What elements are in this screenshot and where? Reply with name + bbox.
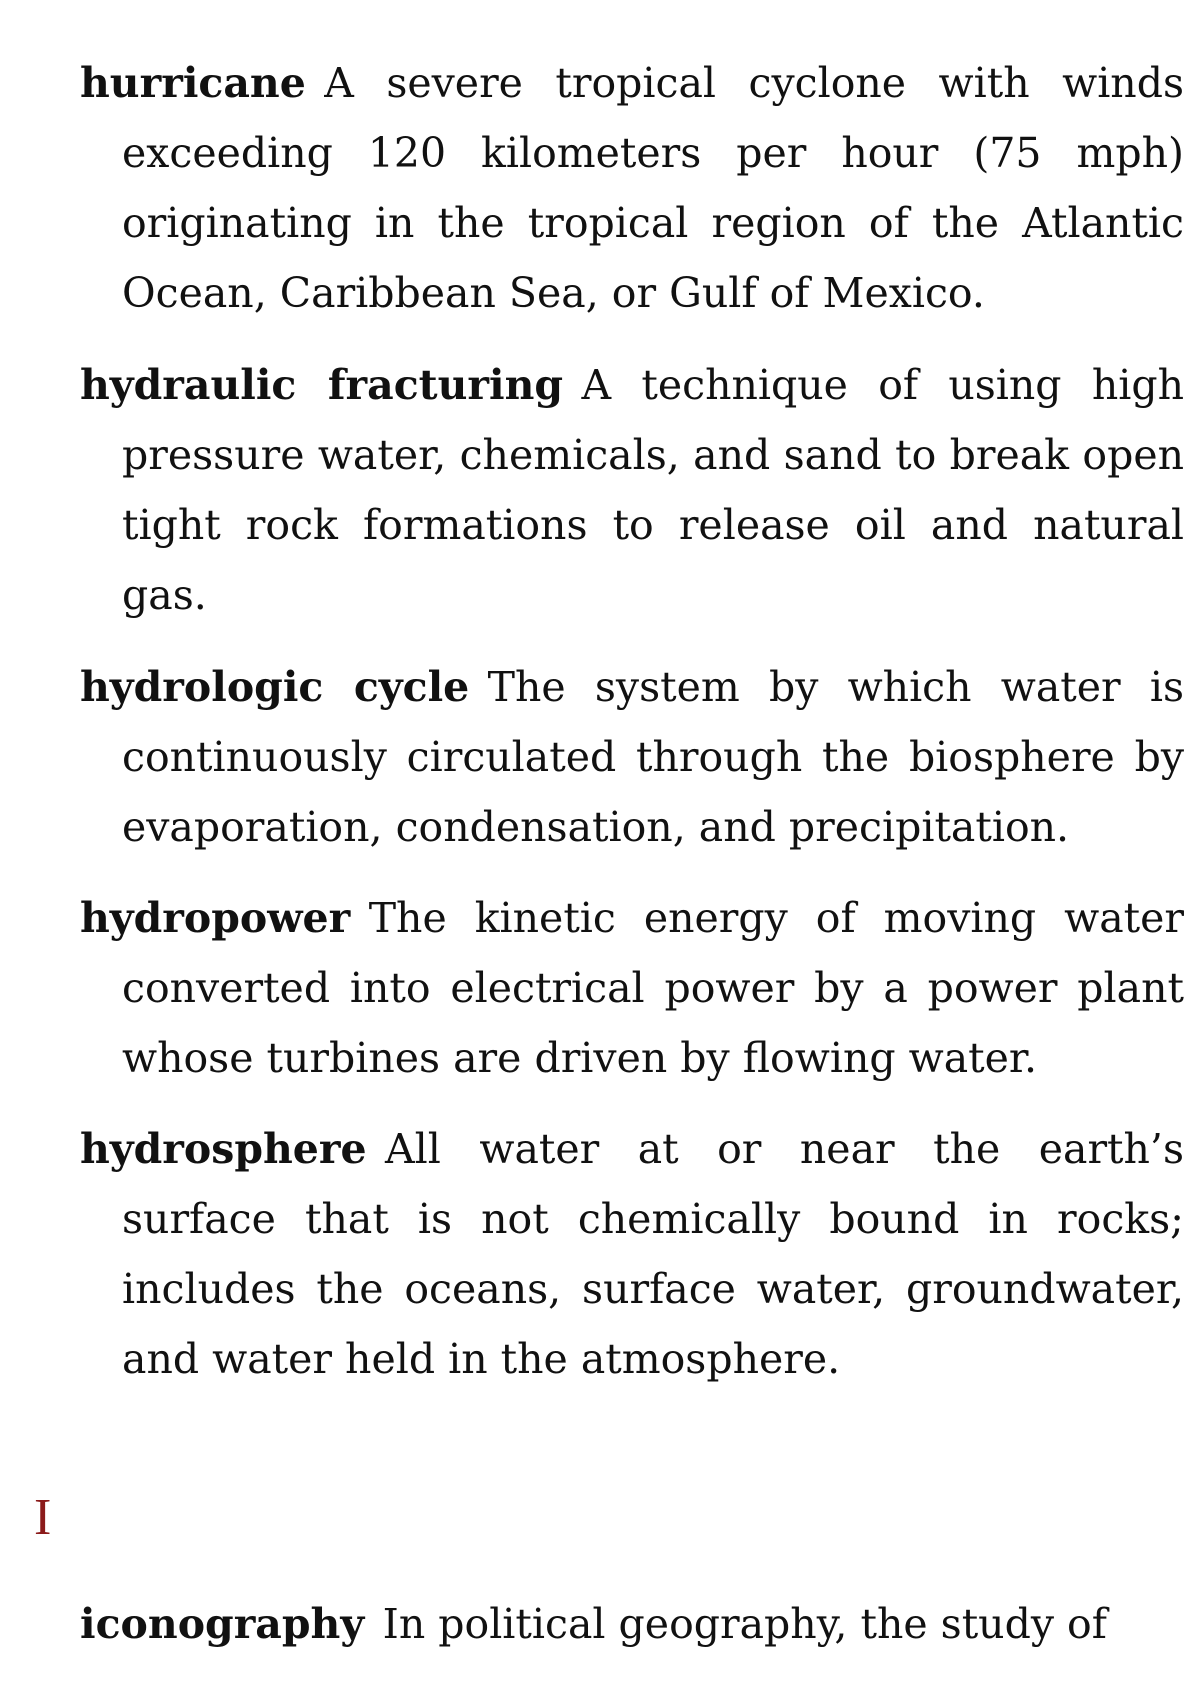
glossary-definition: In political geography, the study of <box>382 1600 1107 1648</box>
glossary-definition: The kinetic energy of moving water converted into electrical power by a power plant whose turbines are driven by flowing water. <box>122 894 1184 1082</box>
glossary-entry-hydraulic-fracturing <box>80 350 1184 630</box>
glossary-term: hydropower <box>80 894 351 942</box>
glossary-term: hydrosphere <box>80 1125 367 1173</box>
glossary-entry-hydropower <box>80 883 1184 1093</box>
glossary-entry-hydrologic-cycle <box>80 652 1184 862</box>
glossary-term: hydraulic fracturing <box>80 361 564 409</box>
glossary-term: iconography <box>80 1600 365 1648</box>
glossary-definition: A severe tropical cyclone with winds exceeding 120 kilometers per hour (75 mph) originating in the tropical region of the Atlantic Ocean, Caribbean Sea, or Gulf of Mexico. <box>122 59 1184 317</box>
glossary-definition: A technique of using high pressure water, chemicals, and sand to break open tight rock formations to release oil and natural gas. <box>122 361 1184 619</box>
glossary-term: hurricane <box>80 59 306 107</box>
glossary-entry-hurricane <box>80 48 1184 328</box>
glossary-entry-hydrosphere <box>80 1114 1184 1394</box>
glossary-term: hydrologic cycle <box>80 663 470 711</box>
glossary-entry-iconography <box>80 1589 1184 1659</box>
section-letter-heading: I <box>34 1489 52 1546</box>
glossary-definition: All water at or near the earth’s surface that is not chemically bound in rocks; includes the oceans, surface water, groundwater, and water held in the atmosphere. <box>122 1125 1184 1383</box>
glossary-definition: The system by which water is continuously circulated through the biosphere by evaporation, condensation, and precipitation. <box>122 663 1184 851</box>
